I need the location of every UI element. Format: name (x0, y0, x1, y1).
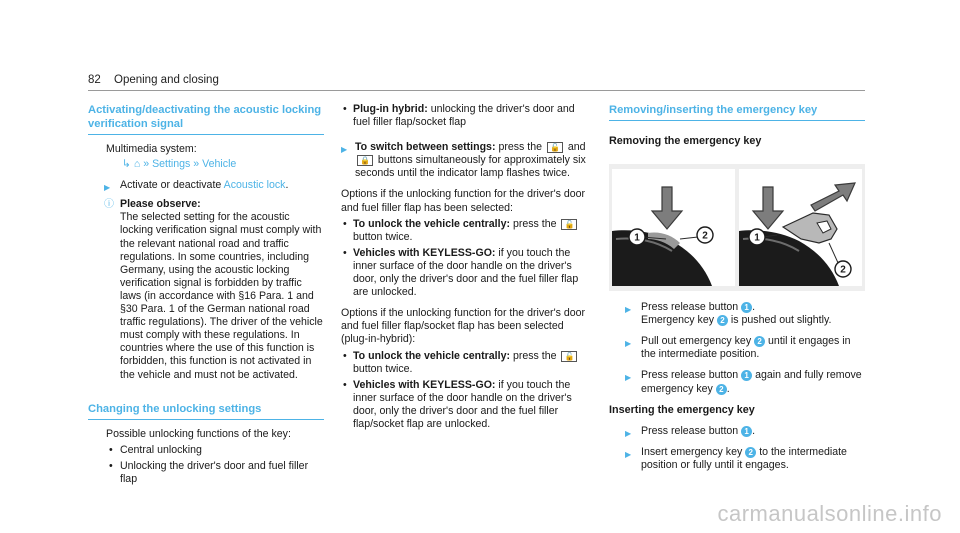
unlock-central-title: To unlock the vehicle centrally: (353, 349, 510, 362)
callout-2-badge: 2 (745, 447, 756, 458)
bullet-icon: • (343, 246, 347, 259)
bullet-icon: • (343, 378, 347, 391)
figure-label-2: 2 (840, 264, 846, 276)
unlock-central-title: To unlock the vehicle centrally: (353, 217, 510, 230)
step-text: is pushed out slightly. (730, 314, 832, 327)
step-text: Press release button (641, 424, 739, 437)
bullet-icon: • (343, 103, 347, 115)
switch-text-a: press the (498, 141, 543, 154)
keyless-go-body: if you touch the inner surface of the door handle on the driver's door, only the driver's door and the fuel filler flap are unlocked. (353, 246, 579, 299)
note-body: The selected setting for the acoustic locking verification signal must comply with the relevant national road and traffic regulations. In some countries, including Germany, using the acoustic locking verification signal is forbidden by traffic laws (in accordance with §16 Para. 1 and §30 Para. 1 of the German national road traffic regulations). The driver of the vehicle must comply with these regulations. In countries where the use of this function is forbidden, this function is not activated in the vehicle and must not be activated. (120, 211, 323, 381)
chevron-right-icon: » (143, 158, 150, 171)
step-activate (88, 179, 324, 192)
section-title-emergency-key: Removing/inserting the emergency key (609, 103, 865, 121)
unlock-central-text-a: press the (512, 349, 557, 362)
unlock-central-text-a: press the (512, 217, 557, 230)
unlock-central-text-b: button twice. (353, 230, 413, 243)
list-item (341, 350, 591, 376)
lock-key-icon: 🔒 (357, 155, 373, 166)
keyless-go-title: Vehicles with KEYLESS-GO: (353, 246, 496, 259)
step-text: Emergency key (641, 314, 715, 327)
watermark: carmanualsonline.info (717, 501, 942, 526)
bullet-icon: • (109, 443, 113, 456)
subheading-removing: Removing the emergency key (609, 135, 762, 147)
note-block (88, 198, 324, 381)
page-number: 82 (88, 74, 101, 86)
unlocking-intro: Possible unlocking functions of the key: (106, 427, 291, 440)
step-text: . (752, 424, 756, 437)
unlock-key-icon: 🔓 (561, 219, 577, 230)
plug-in-hybrid-body: unlocking the driver's door and fuel filler flap/socket flap (353, 103, 575, 129)
list-item-text: Unlocking the driver's door and fuel filler flap (120, 459, 309, 485)
column-left (88, 103, 324, 486)
step-text: . (726, 382, 730, 395)
step-text: Press release button (641, 301, 739, 314)
illustration-panel-release (612, 169, 735, 286)
callout-1-badge: 1 (741, 302, 752, 313)
step-press-release (609, 301, 865, 327)
figure-label-2: 2 (702, 230, 708, 242)
column-right (609, 103, 865, 472)
note-title: Please observe: (120, 198, 201, 211)
section-title-acoustic-locking: Activating/deactivating the acoustic locking verification signal (88, 103, 324, 135)
step-arrow-icon: ▶ (625, 305, 632, 315)
callout-2-badge: 2 (716, 384, 727, 395)
step-arrow-icon: ▶ (625, 339, 632, 349)
list-item-text: Central unlocking (120, 443, 202, 456)
callout-2-badge: 2 (717, 315, 728, 326)
step-switch-settings (341, 141, 591, 180)
menu-path (88, 158, 324, 171)
options-intro-2: Options if the unlocking function for the driver's door and fuel filler flap/socket flap has been selected (plug-in-hybrid): (341, 307, 586, 346)
unlock-key-icon: 🔓 (561, 351, 577, 362)
step-fully-remove (609, 369, 865, 395)
step-arrow-icon: ▶ (104, 183, 111, 193)
callout-2-badge: 2 (754, 336, 765, 347)
subheading-inserting: Inserting the emergency key (609, 403, 755, 416)
bullet-icon: • (343, 349, 347, 362)
multimedia-label: Multimedia system: (106, 143, 197, 155)
submenu-arrow-icon: ↳ (122, 158, 131, 171)
menu-vehicle-link[interactable]: Vehicle (202, 158, 237, 171)
column-middle (341, 103, 591, 431)
section-title-unlocking-settings: Changing the unlocking settings (88, 402, 324, 420)
list-item (341, 218, 591, 244)
step-insert-key (609, 446, 865, 472)
callout-1-badge: 1 (741, 370, 752, 381)
keyless-go-title: Vehicles with KEYLESS-GO: (353, 378, 496, 391)
emergency-key-illustration (609, 164, 865, 291)
chevron-right-icon: » (193, 158, 200, 171)
unlock-central-text-b: button twice. (353, 362, 413, 375)
keyless-go-body: if you touch the inner surface of the door handle on the driver's door, only the driver's door and the fuel filler flap/socket flap are unlocked. (353, 378, 572, 430)
page-header (88, 74, 219, 86)
switch-title: To switch between settings: (355, 141, 496, 154)
list-item (341, 379, 591, 431)
options-intro-1: Options if the unlocking function for the driver's door and fuel filler flap has been selected: (341, 188, 586, 214)
info-icon: ⓘ (104, 199, 114, 211)
step-text: until it engages in the intermediate position. (641, 335, 851, 361)
figure-label-1: 1 (634, 232, 640, 244)
key-release-drawing (612, 169, 735, 286)
list-item-plug-in-hybrid (341, 103, 591, 129)
list-item (88, 460, 324, 486)
step-arrow-icon: ▶ (625, 428, 632, 438)
bullet-icon: • (343, 217, 347, 230)
illustration-panel-remove (739, 169, 862, 286)
header-divider (88, 90, 865, 91)
step-text: Pull out emergency key (641, 335, 752, 348)
plug-in-hybrid-title: Plug-in hybrid: (353, 103, 428, 115)
switch-text-b: and (567, 141, 586, 154)
step-text: . (752, 301, 756, 314)
list-item (88, 444, 324, 457)
step-arrow-icon: ▶ (341, 145, 348, 155)
step-pull-out (609, 335, 865, 361)
callout-1-badge: 1 (741, 426, 752, 437)
home-icon[interactable]: ⌂ (133, 158, 141, 171)
switch-text-c: buttons simultaneously for approximately six seconds until the indicator lamp flashes twice. (355, 154, 586, 180)
list-item (341, 247, 591, 299)
step-arrow-icon: ▶ (625, 373, 632, 383)
step-text: Insert emergency key (641, 445, 743, 458)
menu-settings-link[interactable]: Settings (152, 158, 191, 171)
step-suffix: . (285, 179, 289, 192)
step-text: again and fully remove emergency key (641, 369, 862, 395)
step-text: Press release button (641, 369, 739, 382)
page-header-title: Opening and closing (114, 74, 219, 86)
figure-label-1: 1 (754, 232, 760, 244)
unlock-key-icon: 🔓 (547, 142, 563, 153)
step-text: to the intermediate position or fully until it engages. (641, 445, 847, 471)
step-text: Activate or deactivate (120, 179, 222, 192)
step-press-release-insert (609, 425, 865, 438)
bullet-icon: • (109, 459, 113, 472)
key-remove-drawing (739, 169, 862, 286)
step-arrow-icon: ▶ (625, 449, 632, 459)
acoustic-lock-link[interactable]: Acoustic lock (223, 179, 286, 192)
